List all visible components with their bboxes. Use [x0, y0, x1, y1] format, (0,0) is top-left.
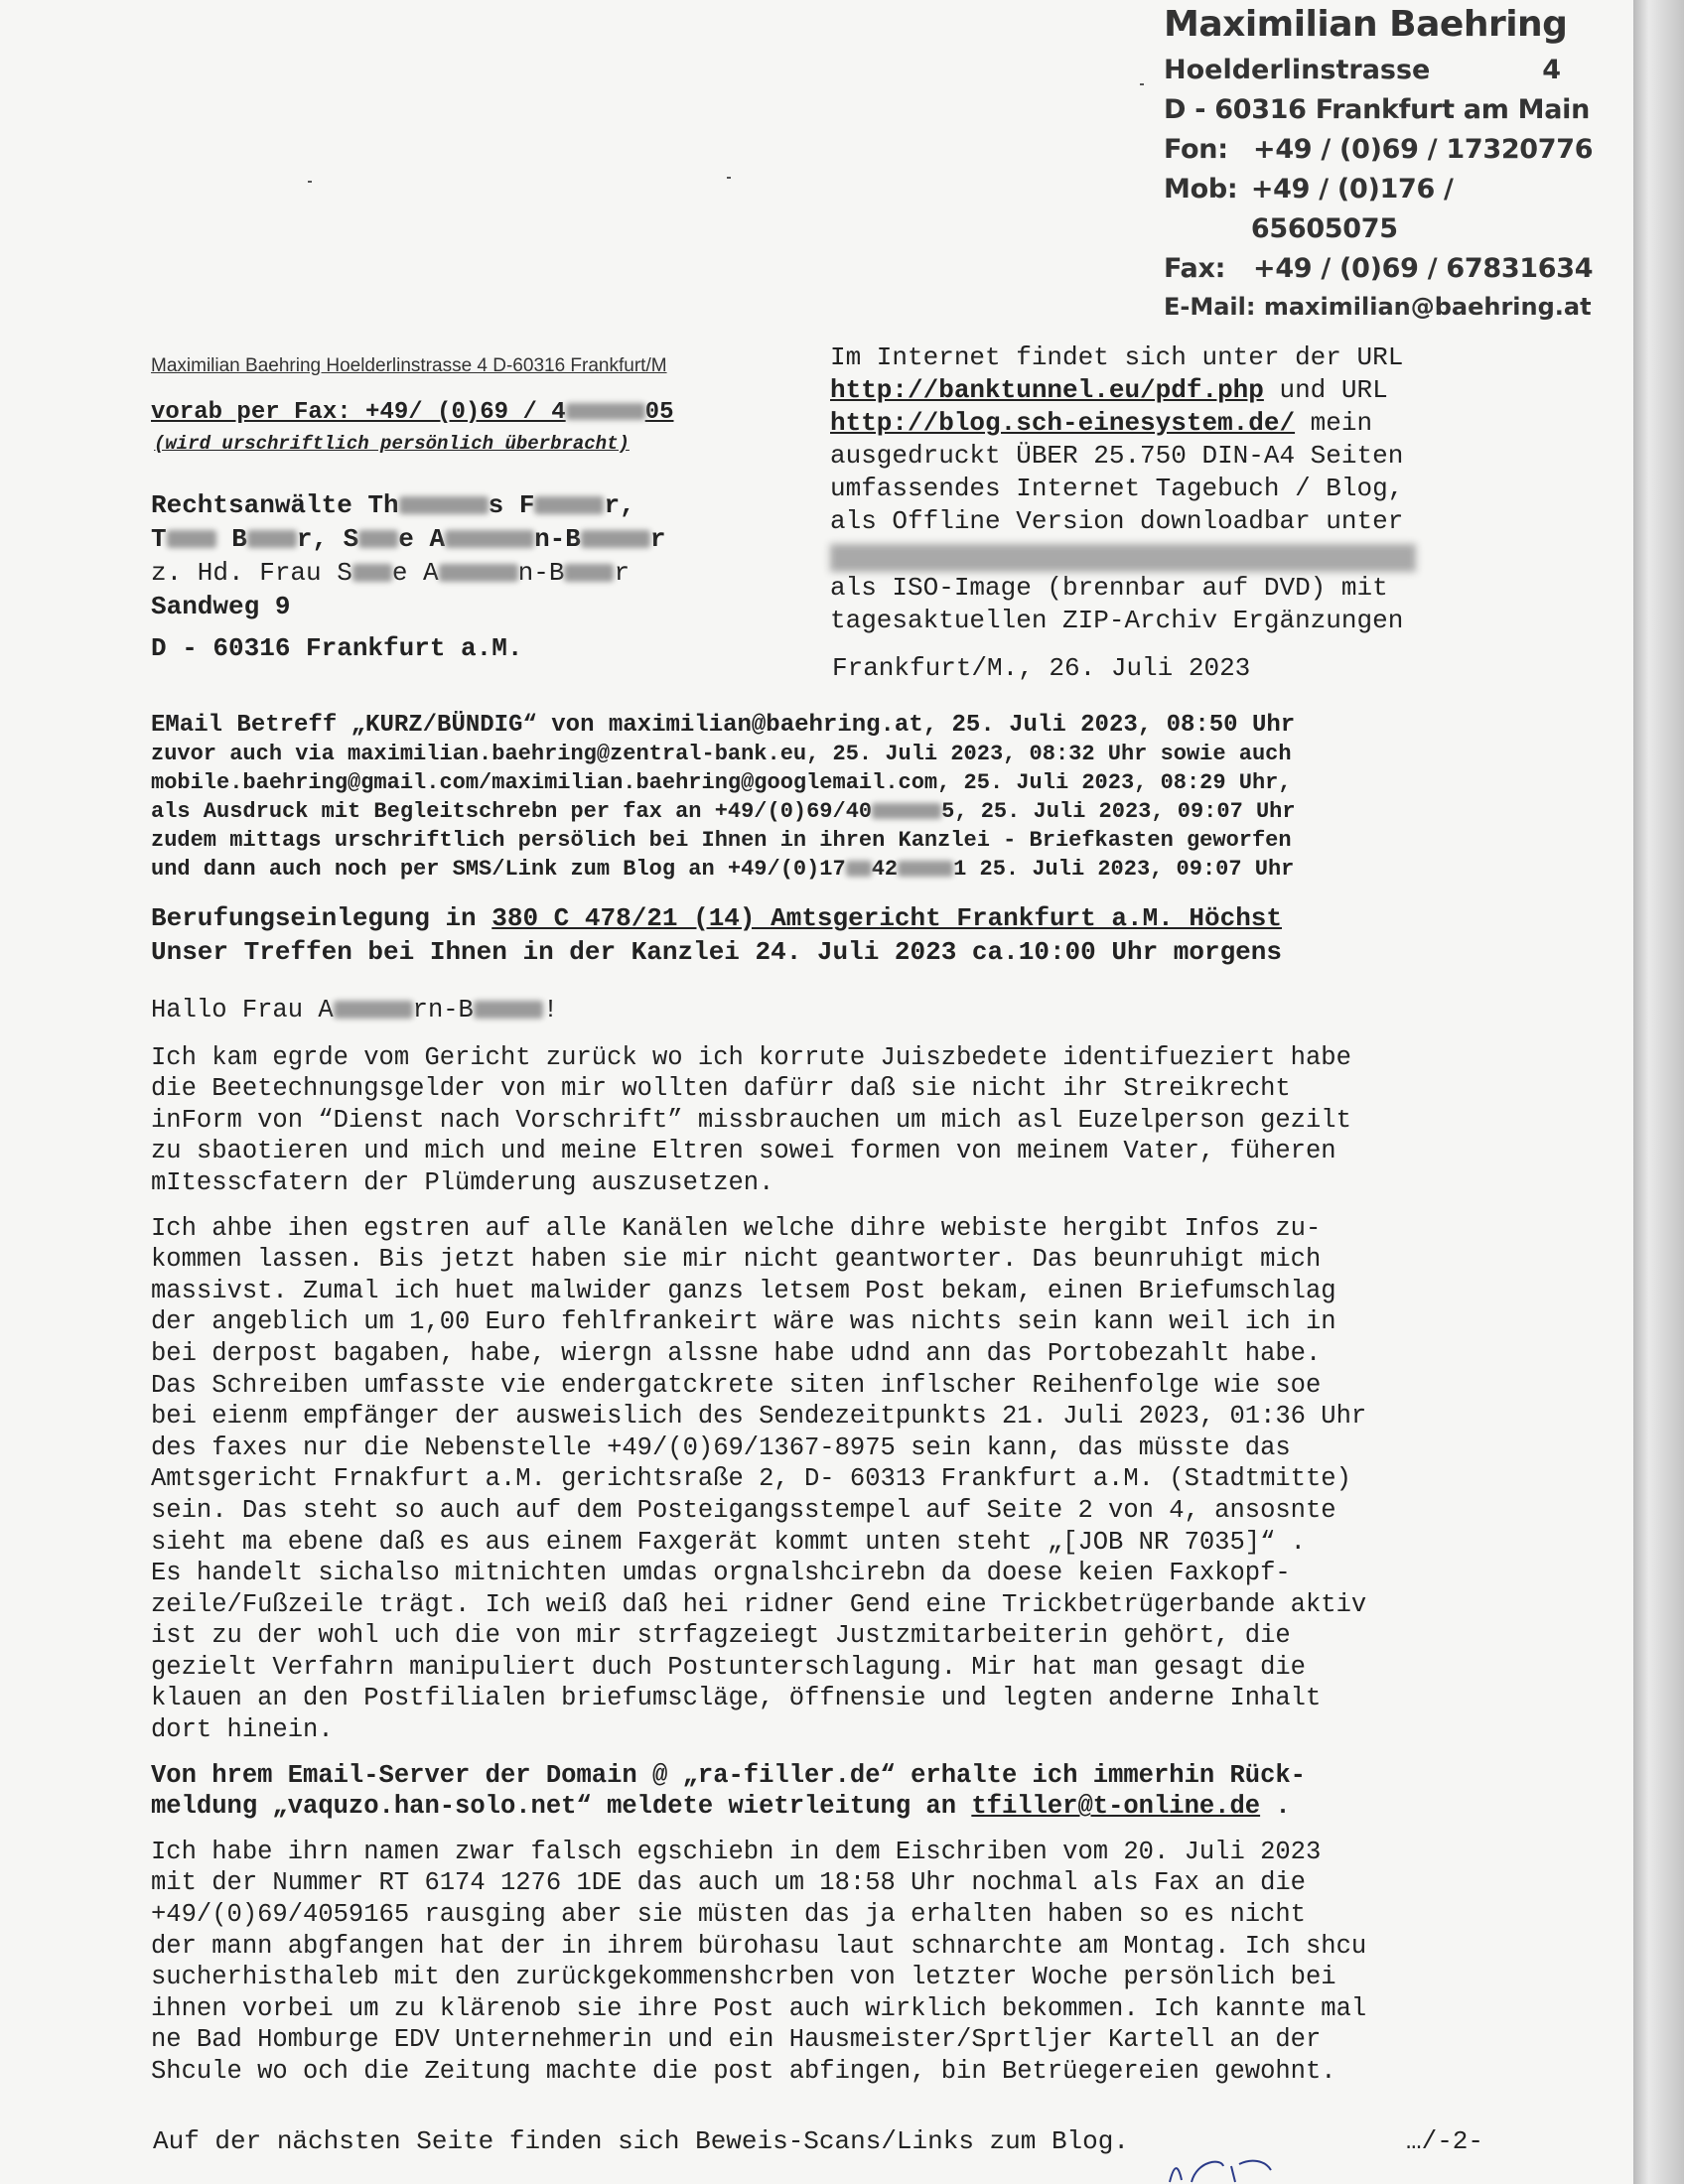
fax-notice-suffix: 05 — [644, 399, 674, 426]
redacted-blur — [352, 564, 392, 582]
sender-name: Maximilian Baehring — [1164, 4, 1568, 45]
mob-label: Mob: — [1164, 174, 1238, 205]
internet-line-5: umfassendes Internet Tagebuch / Blog, — [830, 474, 1404, 503]
recipient-line-2 — [151, 522, 665, 556]
subject-text: Berufungseinlegung in — [151, 903, 492, 933]
recipient-line-3 — [151, 556, 665, 590]
internet-line-8: als ISO-Image (brennbar auf DVD) mit — [830, 573, 1388, 603]
body-paragraph-3 — [151, 1760, 1491, 1823]
redacted-blur — [439, 564, 518, 582]
letterhead — [1164, 4, 1601, 325]
fon-label: Fon: — [1164, 134, 1228, 165]
sender-mob — [1164, 170, 1601, 249]
return-address-line: Maximilian Baehring Hoelderlinstrasse 4 D-60316 Frankfurt/M — [151, 355, 667, 376]
transmission-line-5: zudem mittags urschriftlich persölich bei Ihnen in ihren Kanzlei - Briefkasten geworfen — [151, 828, 1292, 853]
recipient-text: B — [215, 524, 247, 554]
redacted-blur — [581, 530, 650, 548]
banktunnel-link[interactable]: http://banktunnel.eu/pdf.php — [830, 375, 1264, 405]
transmission-text: 5, 25. Juli 2023, 09:07 Uhr — [941, 799, 1296, 824]
subject-line-1 — [151, 901, 1282, 935]
recipient-text: r, — [604, 490, 635, 520]
greeting-text: ! — [542, 996, 559, 1024]
redacted-blur — [872, 803, 941, 818]
recipient-city: D - 60316 Frankfurt a.M. — [151, 633, 523, 663]
recipient-street: Sandweg 9 — [151, 592, 291, 621]
redacted-blur — [334, 1001, 413, 1019]
sender-fon — [1164, 130, 1601, 170]
transmission-text: 1 25. Juli 2023, 09:07 Uhr — [953, 857, 1295, 882]
redacted-blur — [846, 861, 872, 876]
recipient-text: e A — [391, 558, 439, 588]
recipient-text: r — [614, 558, 631, 588]
recipient-text: Rechtsanwälte Th — [151, 490, 399, 520]
fax-notice-prefix: vorab per Fax: +49/ (0)69 / 4 — [151, 399, 566, 426]
internet-text: und URL — [1263, 375, 1388, 405]
transmission-text: als Ausdruck mit Begleitschrebn per fax an +49/(0)69/40 — [151, 799, 873, 824]
internet-url-line-1 — [830, 374, 1485, 407]
transmission-line-4 — [151, 797, 1296, 826]
recipient-address — [151, 488, 665, 665]
redacted-url-blur — [830, 544, 1416, 572]
body-text: . — [1260, 1792, 1291, 1822]
greeting — [151, 995, 1491, 1026]
transmission-line-6 — [151, 855, 1296, 884]
redacted-blur — [445, 530, 534, 548]
internet-url-line-2 — [830, 407, 1485, 440]
email-link[interactable]: tfiller@t-online.de — [971, 1792, 1261, 1822]
recipient-text: e A — [398, 524, 446, 554]
transmission-line-1: EMail Betreff „KURZ/BÜNDIG“ von maximilian@baehring.at, 25. Juli 2023, 08:50 Uhr — [151, 712, 1296, 739]
transmission-text: und dann auch noch per SMS/Link zum Blog an +49/(0)17 — [151, 857, 846, 882]
redacted-blur — [167, 530, 216, 548]
recipient-text: r, S — [296, 524, 359, 554]
recipient-text: r — [649, 524, 666, 554]
greeting-text: Hallo Frau A — [151, 996, 334, 1024]
transmission-history — [151, 711, 1296, 884]
mob-number: +49 / (0)176 / 65605075 — [1250, 174, 1454, 244]
subject-line-2: Unser Treffen bei Ihnen in der Kanzlei 24. Juli 2023 ca.10:00 Uhr morgens — [151, 937, 1282, 967]
case-reference: 380 C 478/21 (14) Amtsgericht Frankfurt a.M. Höchst — [491, 903, 1282, 933]
fax-notice — [151, 399, 673, 426]
redacted-blur — [358, 530, 398, 548]
body-text: meldung „vaquzo.han-solo.net“ meldete wietrleitung an — [151, 1792, 972, 1822]
footer-text: Auf der nächsten Seite finden sich Beweis-Scans/Links zum Blog. — [153, 2126, 1129, 2156]
fax-label: Fax: — [1164, 253, 1226, 284]
redacted-blur — [566, 403, 645, 420]
redacted-blur — [898, 861, 953, 876]
redacted-blur — [534, 496, 604, 514]
body-paragraph-2: Ich ahbe ihen egstren auf alle Kanälen welche dihre webiste hergibt Infos zu- kommen lassen. Bis jetzt haben sie mir nicht geantworter. Das beunruhigt mich massivst. Zumal ich huet malwider ganzs letsem Post bekam, einen Briefumschlag der angeblich um 1,00 Euro fehlfrankeirt wäre was nichts sein kann weil ich in bei derpost bagaben, habe, wiergn alssne habe udnd ann das Portobezahlt habe. Das Schreiben umfasste vie endergatckrete siten inflscher Reihenfolge wie soe bei eienm empfänger der ausweislich des Sendezeitpunkts 21. Juli 2023, 01:36 Uhr des faxes nur die Nebenstelle +49/(0)69/1367-8975 sein kann, das müsste das Amtsgericht Frnakfurt a.M. gerichtsraße 2, D- 60313 Frankfurt a.M. (Stadtmitte) sein. Das steht so auch auf dem Posteigangsstempel auf Seite 2 von 4, ansosnte sieht ma ebene daß es aus einem Faxgerät kommt unten steht „[JOB NR 7035]“ . Es handelt sichalso mitnichten umdas orgnalshcirebn da doese keien Faxkopf- zeile/Fußzeile trägt. Ich weiß daß hei ridner Gend eine Trickbetrügerbande aktiv ist zu der wohl uch die von mir strfagzeiegt Justzmitarbeiterin gehört, die gezielt Verfahrn manipuliert duch Postunterschlagung. Mir hat man gesagt die klauen an den Postfilialen briefumscläge, öffnensie und legten anderne Inhalt dort hinein. — [151, 1213, 1367, 1745]
sender-street-name: Hoelderlinstrasse — [1164, 55, 1431, 85]
subject — [151, 901, 1282, 969]
internet-line-9: tagesaktuellen ZIP-Archiv Ergänzungen — [830, 606, 1404, 635]
recipient-text: T — [151, 524, 167, 554]
internet-line-6: als Offline Version downloadbar unter — [830, 506, 1404, 536]
recipient-text: s F — [488, 490, 535, 520]
fax-number: +49 / (0)69 / 67831634 — [1253, 253, 1594, 284]
internet-notice — [830, 341, 1485, 637]
greeting-text: rn-B — [412, 996, 474, 1024]
recipient-line-1 — [151, 488, 665, 522]
redacted-blur — [474, 1001, 543, 1019]
letter-date: Frankfurt/M., 26. Juli 2023 — [832, 653, 1251, 683]
recipient-text: n-B — [517, 558, 565, 588]
transmission-line-3: mobile.baehring@gmail.com/maximilian.baehring@googlemail.com, 25. Juli 2023, 08:29 Uhr, — [151, 770, 1292, 795]
letter-body — [151, 995, 1491, 2102]
sender-city: D - 60316 Frankfurt am Main — [1164, 94, 1590, 125]
internet-intro: Im Internet findet sich unter der URL — [830, 342, 1404, 372]
sender-fax — [1164, 249, 1601, 289]
scan-speck — [308, 181, 312, 183]
scan-speck — [1140, 83, 1144, 85]
page-number: …/-2- — [1405, 2126, 1483, 2156]
transmission-text: 42 — [871, 857, 899, 882]
paper-edge — [1633, 0, 1684, 2184]
body-paragraph-4: Ich habe ihrn namen zwar falsch egschiebn in dem Eischriben vom 20. Juli 2023 mit der Nummer RT 6174 1276 1DE das auch um 18:58 Uhr nochmal als Fax an die +49/(0)69/4059165 rausging aber sie müsten das ja erhalten haben so es nicht der mann abgfangen hat der in ihrem bürohasu laut schnarchte am Montag. Ich shcu sucherhisthaleb mit den zurückgekommenshcrben von letzter Woche persönlich bei ihnen vorbei um zu klärenob sie ihre Post auch wirklich bekommen. Ich kannte mal ne Bad Homburge EDV Unternehmerin und ein Hausmeister/Sprtljer Kartell an der Shcule wo och die Zeitung machte die post abfingen, bin Betrüegereien gewohnt. — [151, 1837, 1367, 2086]
sender-email: E-Mail: maximilian@baehring.at — [1164, 293, 1592, 321]
redacted-blur — [399, 496, 489, 514]
signature-image — [1162, 2152, 1340, 2184]
body-text: Von hrem Email-Server der Domain @ „ra-filler.de“ erhalte ich immerhin Rück- — [151, 1760, 1306, 1790]
recipient-text: z. Hd. Frau S — [151, 558, 352, 588]
internet-text: mein — [1295, 408, 1373, 438]
redacted-blur — [247, 530, 297, 548]
blog-link[interactable]: http://blog.sch-einesystem.de/ — [830, 408, 1296, 438]
body-paragraph-1: Ich kam egrde vom Gericht zurück wo ich korrute Juiszbedete identifueziert habe die Beetechnungsgelder von mir wollten dafürr daß sie nicht ihr Streikrecht inForm von “Dienst nach Vorschrift” missbrauchen um mich asl Euzelperson gezilt zu sbaotieren und mich und meine Eltren sowei formen von meinem Vater, füheren mItesscfatern der Plümderung auszusetzen. — [151, 1042, 1351, 1197]
fax-note: (wird urschriftlich persönlich überbracht) — [154, 433, 630, 455]
sender-house-number: 4 — [1542, 55, 1561, 85]
scan-speck — [727, 177, 731, 179]
redacted-blur — [564, 564, 614, 582]
transmission-line-2: zuvor auch via maximilian.baehring@zentral-bank.eu, 25. Juli 2023, 08:32 Uhr sowie auch — [151, 742, 1292, 766]
fon-number: +49 / (0)69 / 17320776 — [1253, 134, 1594, 165]
sender-street — [1164, 51, 1561, 90]
recipient-text: n-B — [534, 524, 581, 554]
internet-line-4: ausgedruckt ÜBER 25.750 DIN-A4 Seiten — [830, 441, 1404, 471]
